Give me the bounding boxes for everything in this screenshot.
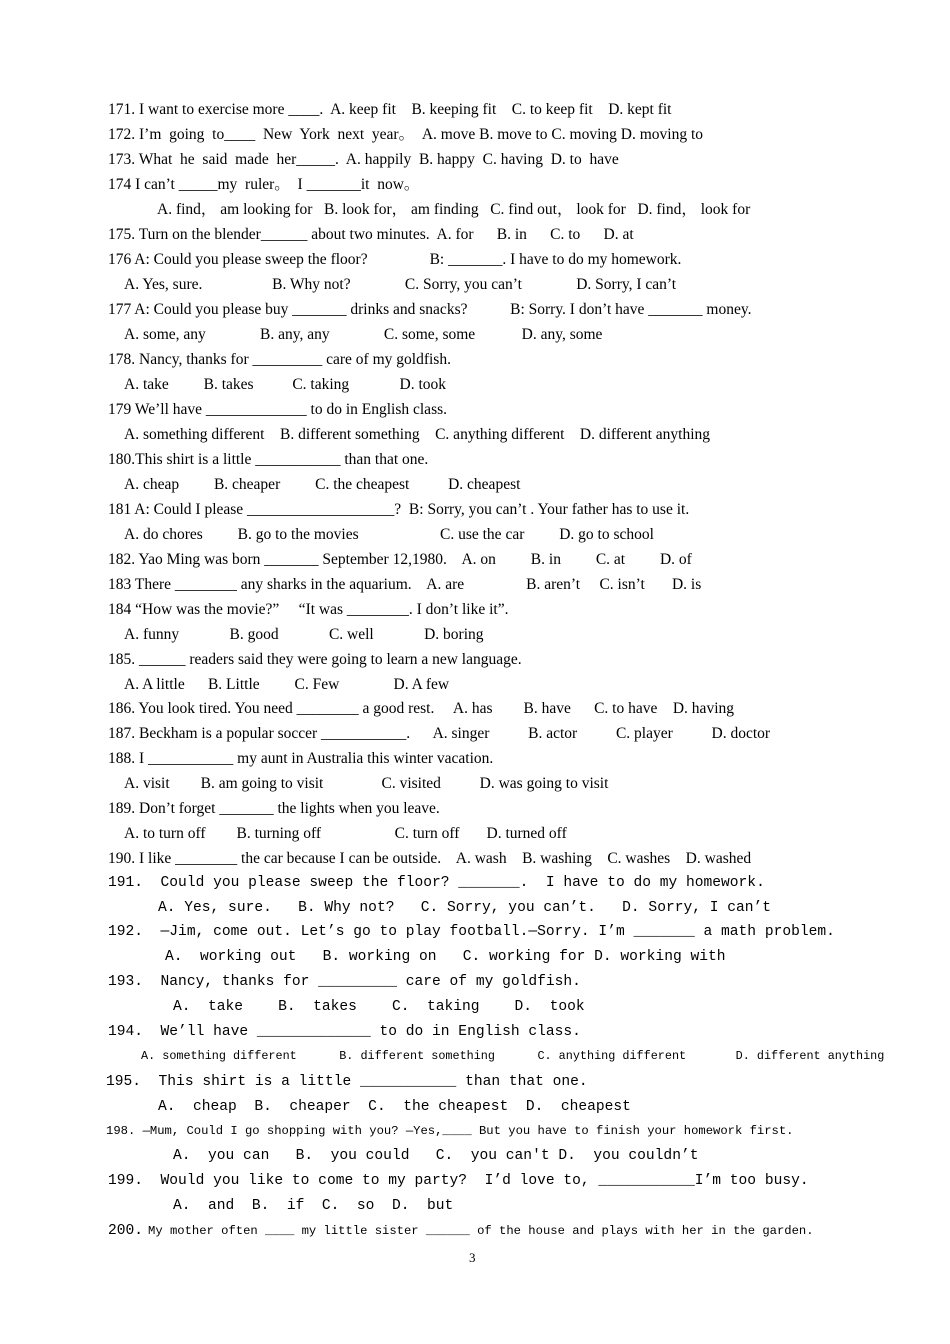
question-183: 183 There ________ any sharks in the aquarium. A. are B. aren’t C. isn’t D. is	[108, 576, 702, 593]
question-180: 180.This shirt is a little ___________ than that one.	[108, 451, 429, 468]
question-185: 185. ______ readers said they were going to learn a new language.	[108, 651, 522, 668]
question-190: 190. I like ________ the car because I can be outside. A. wash B. washing C. washes D. washed	[108, 850, 752, 867]
question-191-options: A. Yes, sure. B. Why not? C. Sorry, you can’t. D. Sorry, I can’t	[158, 900, 772, 916]
question-182: 182. Yao Ming was born _______ September 12,1980. A. on B. in C. at D. of	[108, 551, 692, 568]
question-175: 175. Turn on the blender______ about two minutes. A. for B. in C. to D. at	[108, 226, 634, 243]
question-188-options: A. visit B. am going to visit C. visited D. was going to visit	[124, 775, 609, 792]
question-184: 184 “How was the movie?” “It was ________. I don’t like it”.	[108, 601, 509, 618]
question-186: 186. You look tired. You need ________ a good rest. A. has B. have C. to have D. having	[108, 700, 734, 717]
question-189: 189. Don’t forget _______ the lights when you leave.	[108, 800, 440, 817]
question-174-options: A. find， am looking for B. look for， am finding C. find out， look for D. find， look for	[157, 201, 751, 218]
question-198: 198. —Mum, Could I go shopping with you? —Yes,____ But you have to finish your homework first.	[106, 1124, 794, 1138]
question-192-options: A. working out B. working on C. working for D. working with	[165, 949, 726, 965]
question-189-options: A. to turn off B. turning off C. turn off D. turned off	[124, 825, 567, 842]
question-193-options: A. take B. takes C. taking D. took	[173, 999, 585, 1015]
question-178-options: A. take B. takes C. taking D. took	[124, 376, 447, 393]
question-199: 199. Would you like to come to my party? I’d love to, ___________I’m too busy.	[108, 1173, 809, 1189]
question-179: 179 We’ll have _____________ to do in English class.	[108, 401, 448, 418]
question-185-options: A. A little B. Little C. Few D. A few	[124, 676, 450, 693]
question-172: 172. I’m going to____ New York next year。 A. move B. move to C. moving D. moving to	[108, 126, 703, 143]
question-177: 177 A: Could you please buy _______ drinks and snacks? B: Sorry. I don’t have _______ money.	[108, 301, 752, 318]
question-174: 174 I can’t _____my ruler。 I _______it now。	[108, 176, 420, 193]
question-200-number: 200.	[108, 1223, 144, 1239]
question-171: 171. I want to exercise more ____. A. keep fit B. keeping fit C. to keep fit D. kept fit	[108, 101, 672, 118]
question-176-options: A. Yes, sure. B. Why not? C. Sorry, you can’t D. Sorry, I can’t	[124, 276, 677, 293]
question-176: 176 A: Could you please sweep the floor? B: _______. I have to do my homework.	[108, 251, 682, 268]
question-188: 188. I ___________ my aunt in Australia this winter vacation.	[108, 750, 494, 767]
question-193: 193. Nancy, thanks for _________ care of my goldfish.	[108, 974, 581, 990]
question-195-options: A. cheap B. cheaper C. the cheapest D. cheapest	[158, 1099, 631, 1115]
question-179-options: A. something different B. different something C. anything different D. different anything	[124, 426, 711, 443]
question-194: 194. We’ll have _____________ to do in English class.	[108, 1024, 581, 1040]
question-181-options: A. do chores B. go to the movies C. use the car D. go to school	[124, 526, 654, 543]
question-198-options: A. you can B. you could C. you can't D. you couldn’t	[173, 1148, 699, 1164]
question-184-options: A. funny B. good C. well D. boring	[124, 626, 484, 643]
question-187: 187. Beckham is a popular soccer ___________. A. singer B. actor C. player D. doctor	[108, 725, 771, 742]
question-192: 192. —Jim, come out. Let’s go to play football.—Sorry. I’m _______ a math problem.	[108, 924, 835, 940]
question-173: 173. What he said made her_____. A. happily B. happy C. having D. to have	[108, 151, 619, 168]
question-194-options: A. something different B. different something C. anything different D. different anything	[141, 1049, 885, 1063]
question-191: 191. Could you please sweep the floor? _______. I have to do my homework.	[108, 875, 765, 891]
question-178: 178. Nancy, thanks for _________ care of my goldfish.	[108, 351, 451, 368]
question-180-options: A. cheap B. cheaper C. the cheapest D. cheapest	[124, 476, 521, 493]
question-181: 181 A: Could I please ___________________? B: Sorry, you can’t . Your father has to use it.	[108, 501, 690, 518]
question-200: My mother often ____ my little sister ______ of the house and plays with her in the garden.	[148, 1224, 814, 1238]
question-195: 195. This shirt is a little ___________ than that one.	[106, 1074, 588, 1090]
question-199-options: A. and B. if C. so D. but	[173, 1198, 454, 1214]
question-177-options: A. some, any B. any, any C. some, some D. any, some	[124, 326, 603, 343]
page-number: 3	[469, 1250, 476, 1265]
